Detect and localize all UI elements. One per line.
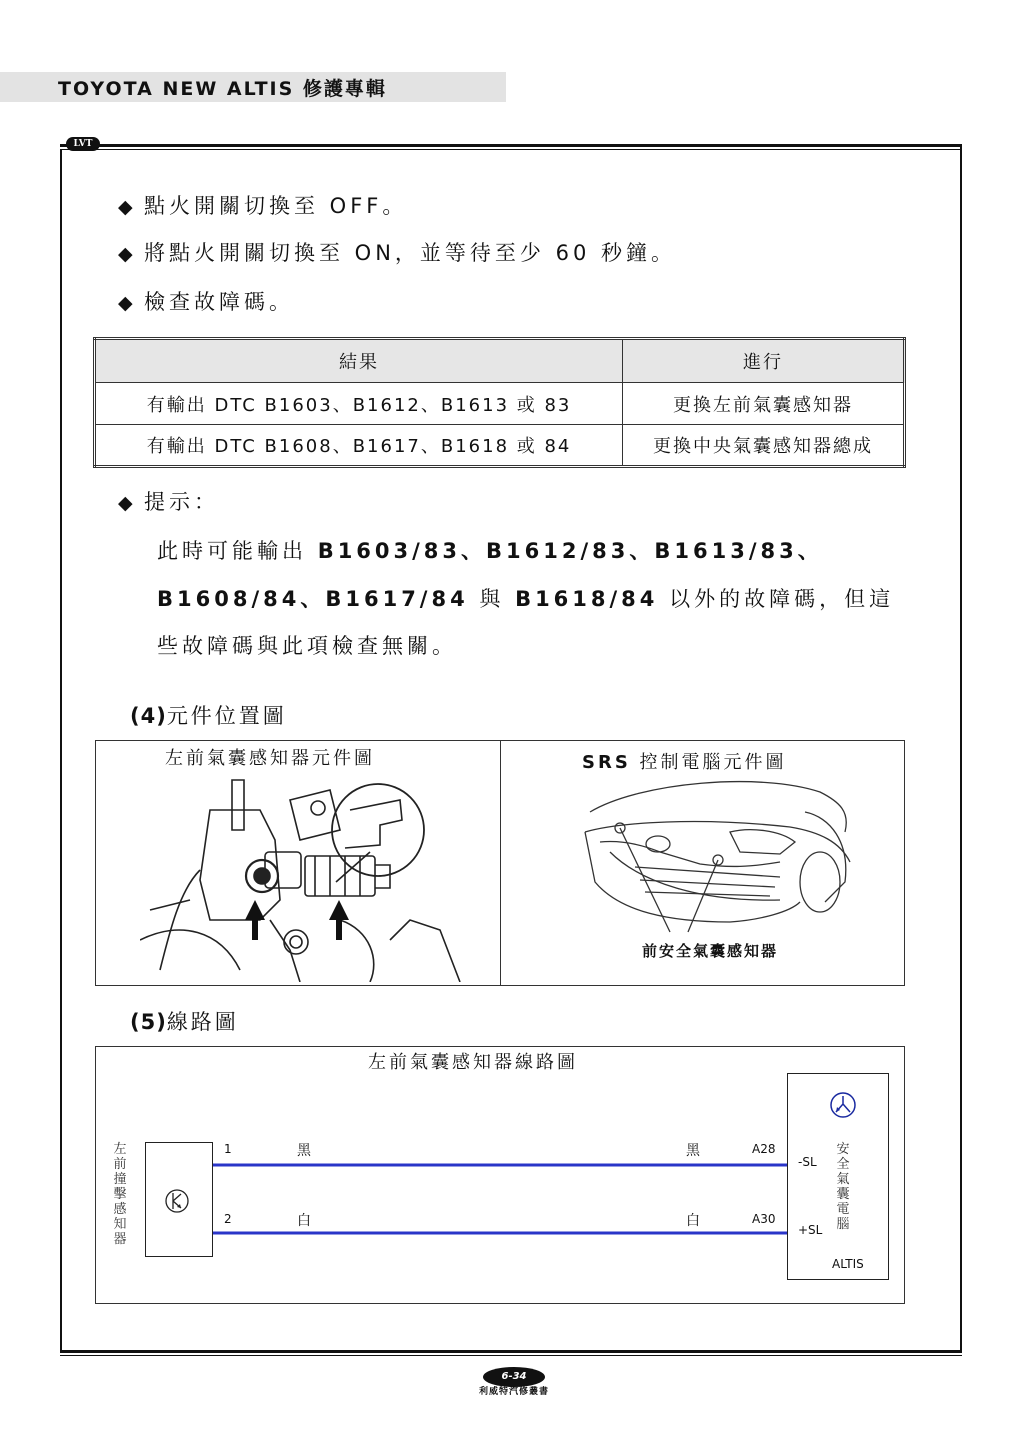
right-pin-number: A30 — [752, 1212, 776, 1226]
table-cell: 有輸出 DTC B1603、B1612、B1613 或 83 — [95, 383, 623, 425]
step-item — [118, 286, 294, 316]
front-airbag-sensor-callout: 前安全氣囊感知器 — [642, 942, 779, 960]
wiring-diagram-title: 左前氣囊感知器線路圖 — [368, 1052, 578, 1073]
hint-text: 此時可能輸出 — [157, 539, 318, 563]
section-heading-5 — [130, 1006, 239, 1036]
table-header-cell: 進行 — [623, 339, 905, 383]
model-label: ALTIS — [832, 1257, 864, 1271]
step-text: 檢查故障碼。 — [144, 290, 294, 314]
section-number: (4) — [130, 704, 167, 728]
table-cell: 更換中央氣囊感知器總成 — [623, 425, 905, 467]
table-cell: 有輸出 DTC B1608、B1617、B1618 或 84 — [95, 425, 623, 467]
terminal-label: -SL — [798, 1155, 817, 1169]
left-figure-caption: 左前氣囊感知器元件圖 — [165, 748, 375, 769]
right-component-label: 安全氣囊電腦 — [836, 1142, 850, 1232]
caption-bold: SRS — [582, 752, 631, 773]
right-figure-caption — [582, 748, 787, 774]
left-pin-number: 1 — [224, 1142, 232, 1156]
car-front-illustration — [580, 772, 870, 942]
frame-left-rule — [60, 150, 62, 1350]
publisher-mark: 利威特汽修叢書 — [478, 1387, 549, 1397]
section-title: 元件位置圖 — [166, 704, 287, 728]
hint-text: 與 — [468, 587, 516, 611]
table-header-cell: 結果 — [95, 339, 623, 383]
right-pin-number: A28 — [752, 1142, 776, 1156]
lvt-logo: LVT — [66, 137, 100, 151]
hint-codes: B1618/84 — [515, 587, 659, 611]
step-item — [118, 237, 676, 267]
section-number: (5) — [130, 1010, 167, 1034]
table-header-row — [95, 339, 905, 383]
left-component-label: 左前撞擊感知器 — [113, 1142, 127, 1247]
page-number-badge: 6-34 — [483, 1367, 545, 1387]
step-text: 將點火開關切換至 ON，並等待至少 60 秒鐘。 — [144, 241, 676, 265]
wire-color-label: 白 — [297, 1213, 311, 1229]
diamond-bullet-icon: ◆ — [118, 492, 137, 514]
frame-bottom-rule — [60, 1350, 962, 1356]
section-heading-4 — [130, 700, 287, 730]
wire-color-label: 黑 — [686, 1143, 700, 1159]
airbag-ecu-symbol-icon — [828, 1090, 858, 1120]
hint-codes: B1603/83、B1612/83、B1613/83、 — [317, 539, 823, 563]
step-item — [118, 190, 407, 220]
hint-line-2 — [157, 583, 894, 613]
diamond-bullet-icon: ◆ — [118, 292, 137, 314]
hint-line-3: 些故障碼與此項檢查無關。 — [157, 634, 457, 658]
section-title: 線路圖 — [166, 1010, 239, 1034]
table-row — [95, 425, 905, 467]
hint-text: 以外的故障碼，但這 — [658, 587, 895, 611]
page-title: TOYOTA NEW ALTIS 修護專輯 — [58, 78, 387, 100]
frame-right-rule — [960, 146, 962, 1350]
diamond-bullet-icon: ◆ — [118, 243, 137, 265]
hint-codes: B1608/84、B1617/84 — [157, 587, 469, 611]
figure-divider — [500, 740, 501, 986]
frame-top-rule — [60, 144, 962, 150]
step-text: 點火開關切換至 OFF。 — [144, 194, 408, 218]
diamond-bullet-icon: ◆ — [118, 196, 137, 218]
hint-heading — [118, 486, 219, 516]
hint-label: 提示： — [144, 490, 219, 514]
hint-line-1 — [157, 535, 823, 565]
result-table — [93, 337, 906, 468]
caption-text: 控制電腦元件圖 — [630, 752, 787, 773]
wire-color-label: 黑 — [297, 1143, 311, 1159]
terminal-label: +SL — [798, 1223, 823, 1237]
sensor-symbol-icon — [162, 1186, 192, 1216]
table-cell: 更換左前氣囊感知器 — [623, 383, 905, 425]
table-row — [95, 383, 905, 425]
wire-color-label: 白 — [686, 1213, 700, 1229]
sensor-location-illustration — [140, 770, 480, 982]
left-pin-number: 2 — [224, 1212, 232, 1226]
